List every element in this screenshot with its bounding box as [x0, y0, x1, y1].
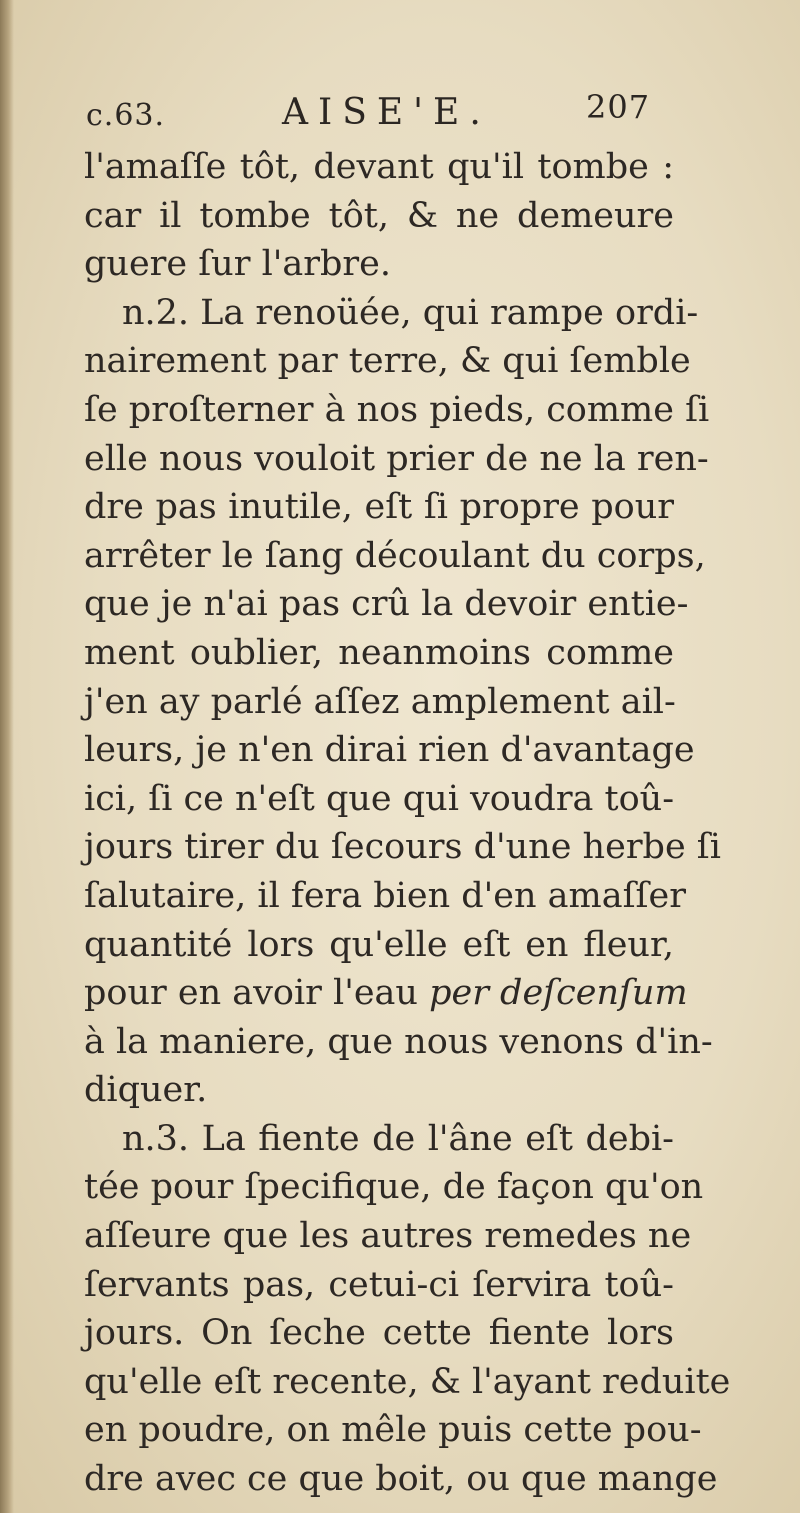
text-line: leurs, je n'en dirai rien d'avantage	[84, 730, 695, 771]
text-line: nairement par terre, & qui ſemble	[84, 341, 691, 382]
body-text	[84, 143, 731, 1504]
text-line: l'amaſſe tôt, devant qu'il tombe :	[84, 147, 674, 187]
text-line: qu'elle eſt recente, & l'ayant reduite	[84, 1361, 731, 1402]
text-line: n.3. La fiente de l'âne eſt debi-	[122, 1118, 674, 1159]
text-line: dre avec ce que boit, ou que mange	[84, 1459, 718, 1500]
text-line: ment oublier, neanmoins comme	[84, 632, 674, 673]
text-line: arrêter le ſang découlant du corps,	[84, 535, 706, 576]
page-header	[0, 88, 800, 138]
text-line: car il tombe tôt, & ne demeure	[84, 195, 674, 236]
text-line: tée pour ſpecifique, de façon qu'on	[84, 1167, 704, 1208]
text-line: ici, ſi ce n'eſt que qui voudra toû-	[84, 778, 675, 819]
text-line: j'en ay parlé aſſez amplement ail-	[84, 681, 676, 722]
text-line: guere ſur l'arbre.	[84, 244, 391, 285]
text-line: n.2. La renoüée, qui rampe ordi-	[122, 292, 699, 333]
text-line: à la maniere, que nous venons d'in-	[84, 1021, 713, 1062]
latin-phrase: per deſcenſum	[429, 973, 688, 1014]
text-line: jours tirer du ſecours d'une herbe ſi	[84, 827, 721, 868]
text-line: ſervants pas, cetui-ci ſervira toû-	[84, 1264, 674, 1305]
text-line: dre pas inutile, eſt ſi propre pour	[84, 487, 674, 528]
text-line: elle nous vouloit prier de ne la ren-	[84, 438, 709, 479]
page-gutter	[0, 0, 14, 1513]
chapter-reference: c.63.	[86, 98, 166, 133]
text-line: quantité lors qu'elle eſt en fleur,	[84, 924, 674, 965]
text-line: aſſeure que les autres remedes ne	[84, 1216, 692, 1257]
text-line: diquer.	[84, 1070, 208, 1111]
running-title: AISE'E.	[282, 92, 491, 133]
text-line: ſe proſterner à nos pieds, comme ſi	[84, 389, 710, 430]
text-line: que je n'ai pas crû la devoir entie-	[84, 584, 689, 625]
text-line: ſalutaire, il fera bien d'en amaſſer	[84, 875, 686, 916]
line-text: pour en avoir l'eau	[84, 973, 430, 1014]
text-line-latin	[84, 969, 688, 1018]
page-number: 207	[586, 88, 651, 126]
text-line: en poudre, on mêle puis cette pou-	[84, 1410, 702, 1451]
text-line: jours. On ſeche cette fiente lors	[84, 1313, 674, 1354]
